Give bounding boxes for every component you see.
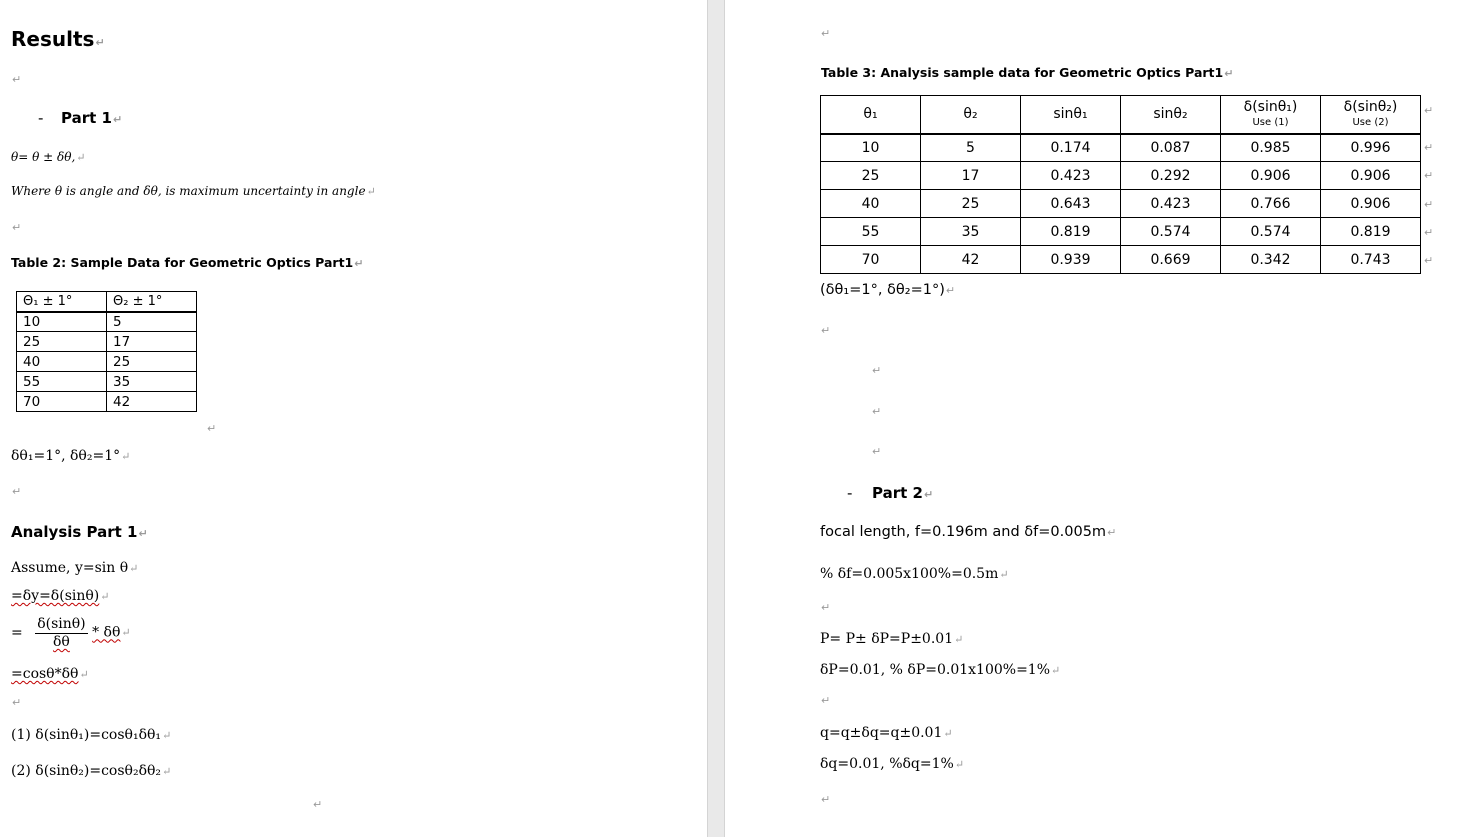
table-cell: 0.423 <box>1021 162 1121 190</box>
table-cell: 17 <box>921 162 1021 190</box>
part2-heading: Part 2↵ <box>872 484 934 502</box>
table-cell: 25 <box>821 162 921 190</box>
table-cell: 42 <box>921 246 1021 274</box>
table-cell: 0.574 <box>1121 218 1221 246</box>
row-end-mark: ↵ <box>1424 141 1434 154</box>
table-row <box>821 190 1421 218</box>
row-end-mark: ↵ <box>1424 104 1434 117</box>
equation-2: (2) δ(sinθ₂)=cosθ₂δθ₂↵ <box>11 763 172 779</box>
table-cell: 10 <box>17 312 107 332</box>
row-end-mark: ↵ <box>1424 198 1434 211</box>
row-end-mark: ↵ <box>1424 169 1434 182</box>
table-header-cell: sinθ₁ <box>1021 96 1121 134</box>
table-cell: 0.342 <box>1221 246 1321 274</box>
table-row <box>821 218 1421 246</box>
table3-caption: Table 3: Analysis sample data for Geometric Optics Part1↵ <box>821 65 1234 80</box>
table-cell: 25 <box>17 332 107 352</box>
fraction-line: = $\frac{\delta(\sin\theta)}{\delta\theta}$ * δθ↵ <box>11 616 131 650</box>
row-end-mark: ↵ <box>1424 226 1434 239</box>
fraction: $\frac{\delta(\sin\theta)}{\delta\theta}$ <box>37 616 86 650</box>
uncertainty-line: δθ₁=1°, δθ₂=1°↵ <box>11 448 131 464</box>
table-cell: 55 <box>17 372 107 392</box>
table-cell: 17 <box>107 332 197 352</box>
table-row <box>821 246 1421 274</box>
paragraph-mark: ↵ <box>313 798 323 811</box>
table-cell: 0.423 <box>1121 190 1221 218</box>
table-header-cell: θ₁ <box>821 96 921 134</box>
table-row <box>17 332 197 352</box>
table-cell: 0.939 <box>1021 246 1121 274</box>
paragraph-mark: ↵ <box>821 694 831 707</box>
table-cell: 40 <box>821 190 921 218</box>
table3-analysis-data <box>820 95 1421 274</box>
table-cell: 10 <box>821 134 921 162</box>
paragraph-mark: ↵ <box>821 793 831 806</box>
table-header-row <box>821 96 1421 134</box>
table-cell: 25 <box>107 352 197 372</box>
table-cell: 40 <box>17 352 107 372</box>
paragraph-mark: ↵ <box>12 485 22 498</box>
table-header-cell: θ₂ <box>921 96 1021 134</box>
paragraph-mark: ↵ <box>12 696 22 709</box>
delta-p-line: δP=0.01, % δP=0.01x100%=1%↵ <box>820 662 1061 678</box>
table-header-cell: δ(sinθ₁) Use (1) <box>1221 96 1321 134</box>
cos-line: =cosθ*δθ↵ <box>11 666 89 682</box>
paragraph-mark: ↵ <box>872 364 882 377</box>
table2-caption: Table 2: Sample Data for Geometric Optics Part1↵ <box>11 255 364 270</box>
theta-formula: θ= θ ± δθ,↵ <box>11 150 86 164</box>
table-cell: 0.574 <box>1221 218 1321 246</box>
equation-1: (1) δ(sinθ₁)=cosθ₁δθ₁↵ <box>11 727 172 743</box>
paragraph-mark: ↵ <box>872 445 882 458</box>
paragraph-mark: ↵ <box>821 601 831 614</box>
paragraph-mark: ↵ <box>12 221 22 234</box>
table-cell: 0.906 <box>1321 162 1421 190</box>
paragraph-mark: ↵ <box>207 422 217 435</box>
table-cell: 5 <box>107 312 197 332</box>
table-cell: 0.985 <box>1221 134 1321 162</box>
part2-bullet: - <box>847 484 853 502</box>
results-title: Results↵ <box>11 27 105 51</box>
table-cell: 0.996 <box>1321 134 1421 162</box>
table2-sample-data <box>16 291 197 412</box>
percent-f-line: % δf=0.005x100%=0.5m↵ <box>820 566 1009 582</box>
table-cell: 0.087 <box>1121 134 1221 162</box>
table-header-cell: Θ₁ ± 1° <box>17 292 107 312</box>
table-cell: 70 <box>17 392 107 412</box>
table3-note: (δθ₁=1°, δθ₂=1°)↵ <box>820 282 956 298</box>
table-cell: 35 <box>107 372 197 392</box>
table-cell: 0.669 <box>1121 246 1221 274</box>
focal-length-line: focal length, f=0.196m and δf=0.005m↵ <box>820 524 1117 540</box>
document-page-right <box>725 0 1465 837</box>
table-cell: 0.174 <box>1021 134 1121 162</box>
table-row <box>17 392 197 412</box>
table-row <box>821 162 1421 190</box>
analysis-heading: Analysis Part 1↵ <box>11 523 148 541</box>
part1-bullet: - <box>38 109 44 127</box>
assume-line: Assume, y=sin θ↵ <box>11 560 139 576</box>
part1-heading: Part 1↵ <box>61 109 123 127</box>
table-cell: 35 <box>921 218 1021 246</box>
table-cell: 0.819 <box>1021 218 1121 246</box>
table-cell: 0.906 <box>1221 162 1321 190</box>
table-cell: 0.906 <box>1321 190 1421 218</box>
p-line: P= P± δP=P±0.01↵ <box>820 631 964 647</box>
table-cell: 0.743 <box>1321 246 1421 274</box>
table-header-cell: sinθ₂ <box>1121 96 1221 134</box>
delta-y-line: =δy=δ(sinθ)↵ <box>11 588 110 604</box>
table-cell: 55 <box>821 218 921 246</box>
table-cell: 0.292 <box>1121 162 1221 190</box>
where-text: Where θ is angle and δθ, is maximum uncertainty in angle↵ <box>11 184 376 198</box>
table-row <box>17 372 197 392</box>
q-line: q=q±δq=q±0.01↵ <box>820 725 953 741</box>
table-cell: 70 <box>821 246 921 274</box>
paragraph-mark: ↵ <box>872 405 882 418</box>
paragraph-mark: ↵ <box>821 324 831 337</box>
table-header-cell: Θ₂ ± 1° <box>107 292 197 312</box>
table-cell: 42 <box>107 392 197 412</box>
paragraph-mark: ↵ <box>12 73 22 86</box>
table-cell: 25 <box>921 190 1021 218</box>
table-header-cell: δ(sinθ₂) Use (2) <box>1321 96 1421 134</box>
table-row <box>17 352 197 372</box>
table-cell: 0.766 <box>1221 190 1321 218</box>
document-page-left <box>0 0 707 837</box>
table-cell: 0.819 <box>1321 218 1421 246</box>
table-cell: 5 <box>921 134 1021 162</box>
row-end-mark: ↵ <box>1424 254 1434 267</box>
table-cell: 0.643 <box>1021 190 1121 218</box>
page-gutter <box>707 0 725 837</box>
table-row <box>821 134 1421 162</box>
table-row <box>17 312 197 332</box>
paragraph-mark: ↵ <box>821 27 831 40</box>
table-header-row <box>17 292 197 312</box>
delta-q-line: δq=0.01, %δq=1%↵ <box>820 756 965 772</box>
